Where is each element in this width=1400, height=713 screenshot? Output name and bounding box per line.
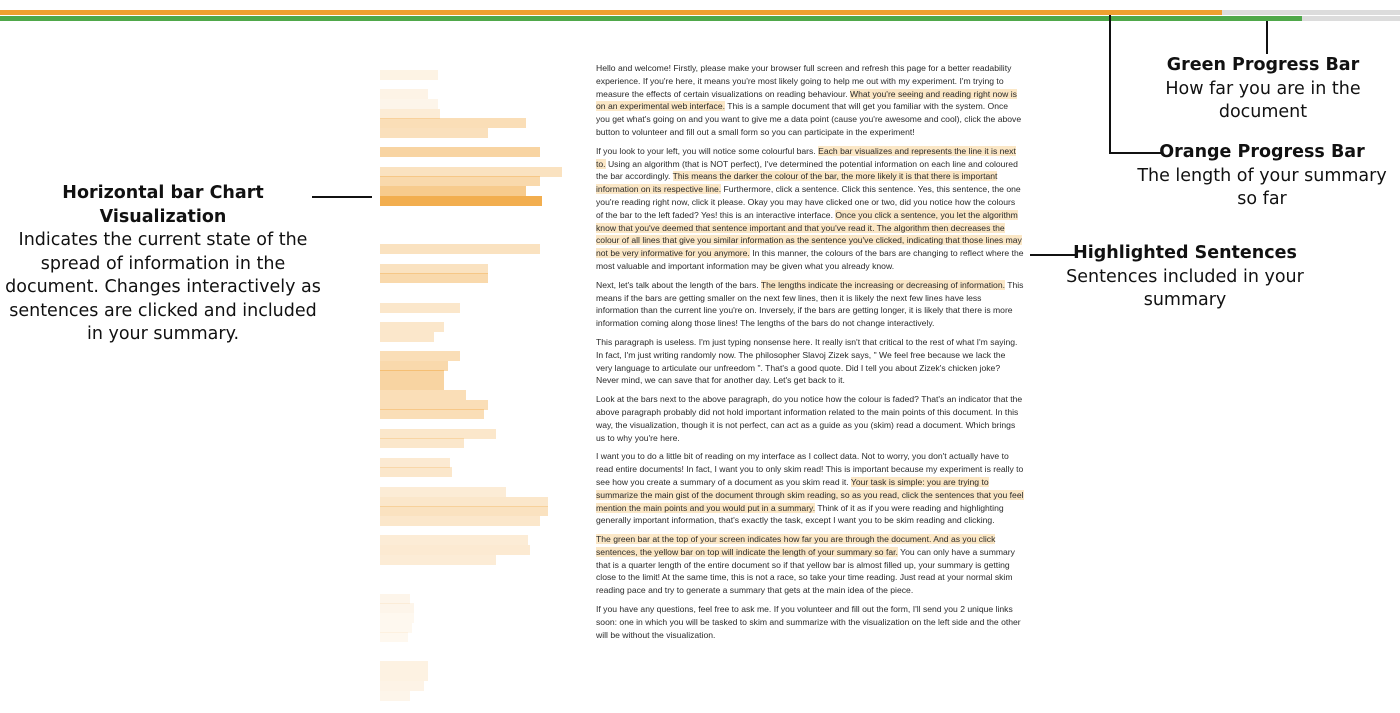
info-bar (380, 555, 496, 565)
info-bar (380, 429, 496, 439)
sentence[interactable]: This is a sample document that will get you familiar with the system. (724, 101, 988, 112)
paragraph (596, 450, 1024, 527)
annotation-orange-body: The length of your summary so far (1137, 165, 1387, 209)
annotation-bar-chart (4, 182, 322, 347)
paragraph (596, 603, 1024, 641)
paragraph (596, 279, 1024, 330)
sentence[interactable]: This paragraph is useless. I'm just typing nonsense here. It really isn't that critical to the rest of what I'm saying. In fact, I'm just writing randomly now. (596, 336, 1018, 360)
sentence[interactable]: This means if the bars are getting smaller on the next few lines, then it is likely the next few lines have less information than the current line you're on. (596, 279, 1024, 316)
sentence[interactable]: The philosopher Slavoj Zizek says, " We feel free because we lack the very language to articulate our unfreedom ". That's a good quote. (596, 349, 1006, 373)
annotation-green-progress (1132, 54, 1394, 125)
annotation-highlight-title: Highlighted Sentences (1073, 243, 1297, 263)
paragraph (596, 336, 1024, 387)
info-bar (380, 99, 438, 109)
paragraph (596, 533, 1024, 597)
info-bar (380, 691, 410, 701)
sentence[interactable]: If you're here, it means you're most likely going to help me out with my experiment. (642, 75, 960, 86)
reading-progress-bar (0, 16, 1400, 21)
sentence[interactable]: At the same time, this is not a race, so take your time reading. Just read at your normal skim reading pace and try to generate a summary that gets at the main idea of the piece. (596, 572, 1013, 596)
info-bar (380, 390, 466, 400)
info-bar (380, 109, 440, 119)
document-text (596, 62, 1024, 647)
summary-length-progress-bar (0, 10, 1400, 15)
info-bar (380, 380, 444, 390)
info-bar (380, 681, 424, 691)
sentence[interactable]: That's an indicator that the above paragraph probably did not hold important information related to the main points of this document. (596, 394, 1023, 417)
info-bar (380, 535, 528, 545)
annotation-orange-line-vertical (1109, 15, 1111, 154)
sentence[interactable]: Yes! this is an interactive interface. (700, 209, 836, 220)
annotation-highlight-body: Sentences included in your summary (1066, 266, 1304, 310)
sentence[interactable]: Did I tell you about Zizek's chicken joke? Never mind, we can save that for another day. Let's get back to it. (596, 362, 1001, 386)
info-bar (380, 400, 488, 410)
annotation-green-line (1266, 21, 1268, 54)
highlighted-sentence[interactable]: The lengths indicate the increasing or decreasing of information. (760, 279, 1005, 290)
info-bar (380, 594, 410, 604)
highlighted-sentence[interactable]: Each bar visualizes and represents the line it is next to. (596, 145, 1016, 169)
info-bar (380, 438, 464, 448)
annotation-green-body: How far you are in the document (1165, 78, 1361, 122)
paragraph (596, 393, 1024, 444)
info-bar (380, 118, 526, 128)
sentence[interactable]: Think of it as if you were reading and highlighting generally important information, that's exactly the task, except I want you to be skim reading and clicking. (596, 502, 1004, 526)
sentence[interactable]: Okay you may have clicked one or two, did you notice how the colours of the bar to the left faded? (596, 196, 1016, 220)
sentence[interactable]: Inversely, if the bars are getting longer, it is likely that there is more information coming along those lines! (596, 305, 1013, 329)
sentence[interactable]: In this way, the visualization, though it is not perfect, can act as a guide as you (skim) read a document. Which brings us to why you're here. (596, 406, 1019, 443)
info-bar (380, 264, 488, 274)
info-bar (380, 516, 540, 526)
info-bar (380, 370, 444, 380)
info-bar (380, 70, 438, 80)
info-bar (380, 322, 444, 332)
sentence[interactable]: Hello and welcome! Firstly, please make your browser full screen and refresh this page for a better readability experience. (596, 63, 1012, 86)
info-bar (380, 361, 448, 371)
info-bar (380, 506, 548, 516)
annotation-orange-progress (1130, 141, 1394, 212)
sentence[interactable]: Furthermore, click a sentence. Click this sentence. Yes, this sentence, the one you're reading right now, click it please. (596, 184, 1021, 207)
info-bar (380, 671, 428, 681)
info-bar (380, 244, 540, 254)
highlighted-sentence[interactable]: This means the darker the colour of the bar, the more likely it is that there is important information on its respective line. (596, 171, 998, 195)
annotation-chart-title: Horizontal bar Chart Visualization (62, 183, 264, 227)
info-bar (380, 613, 414, 623)
info-bar (380, 661, 428, 671)
sentence[interactable]: Using an algorithm (that is NOT perfect), I've determined the potential information on each line and coloured the bar accordingly. (596, 158, 1018, 182)
highlighted-sentence[interactable]: Your task is simple: you are trying to summarize the main gist of the document through skim reading, so as you read, click the sentences that you feel mention the main points and you would put in a summary. (596, 476, 1024, 513)
sentence[interactable]: Once you get what's going on and you want to give me a data point (cause you're awesome and cool), click the above button to volunteer and fill out a small form so you can participate in the experiment! (596, 101, 1022, 137)
sentence[interactable]: If you look to your left, you will notice some colourful bars. (596, 145, 819, 156)
summary-length-progress-fill (0, 10, 1222, 15)
info-bar (380, 409, 484, 419)
highlighted-sentence[interactable]: What you're seeing and reading right now is on an experimental web interface. (596, 88, 1017, 112)
info-bar (380, 273, 488, 283)
annotation-green-title: Green Progress Bar (1166, 55, 1360, 75)
highlighted-sentence[interactable]: The green bar at the top of your screen indicates how far you are through the document. And as you click sentences, the yellow bar on top will indicate the length of your summary so far. (596, 534, 996, 557)
info-bar (380, 603, 414, 613)
sentence[interactable]: Next, let's talk about the length of the bars. (596, 279, 761, 290)
info-bar (380, 186, 526, 196)
sentence[interactable]: The lengths of the bars do not change interactively. (740, 318, 935, 329)
info-bar (380, 497, 548, 507)
info-bar (380, 196, 542, 206)
info-bar (380, 458, 450, 468)
info-bar (380, 89, 428, 99)
info-bar (380, 128, 488, 138)
sentence[interactable]: In this manner, the colours of the bars are changing to reflect where the most valuable and important information may be given what you already know. (596, 248, 1024, 271)
information-bar-chart (380, 60, 580, 700)
info-bar (380, 632, 408, 642)
sentence[interactable]: Look at the bars next to the above paragraph, do you notice how the colour is faded? (596, 394, 922, 405)
info-bar (380, 332, 434, 342)
paragraph (596, 62, 1024, 139)
info-bar (380, 623, 412, 633)
sentence[interactable]: You can only have a summary that is a quarter length of the entire document so if that yellow bar is almost filled up, your summary is getting close to the limit! (596, 546, 1015, 583)
info-bar (380, 467, 452, 477)
info-bar (380, 545, 530, 555)
paragraph (596, 145, 1024, 273)
sentence[interactable]: This is important because my experiment is really to see how you create a summary of a document as you skim read it. (596, 464, 1024, 487)
info-bar (380, 303, 460, 313)
annotation-highlighted-sentences (1064, 242, 1306, 313)
info-bar (380, 147, 540, 157)
annotation-chart-body: Indicates the current state of the spread of information in the document. Changes interactively as sentences are clicked and included in your summary. (5, 230, 321, 344)
sentence[interactable]: I'm trying to measure the effects of certain visualizations on reading behaviour. (596, 75, 1004, 99)
info-bar (380, 167, 562, 177)
highlighted-sentence[interactable]: Once you click a sentence, you let the algorithm know that you've deemed that sentence important and that you've read it. The algorithm then decreases the colour of all lines that give you similar information as the sentence you've clicked, indicating that those lines may not be very informative for you anymore. (596, 209, 1022, 259)
info-bar (380, 487, 506, 497)
info-bar (380, 176, 540, 186)
info-bar (380, 351, 460, 361)
sentence[interactable]: If you have any questions, feel free to ask me. If you volunteer and fill out the form, I'll send you 2 unique links soon: one in which you will be tasked to skim and summarize with the visualization on the left side and the other will be without the visualization. (596, 604, 1021, 640)
sentence[interactable]: I want you to do a little bit of reading on my interface as I collect data. Not to worry, you don't actually have to read entire documents! In fact, I want you to only skim read! (596, 451, 1009, 475)
reading-progress-fill (0, 16, 1302, 21)
annotation-orange-title: Orange Progress Bar (1159, 142, 1365, 162)
